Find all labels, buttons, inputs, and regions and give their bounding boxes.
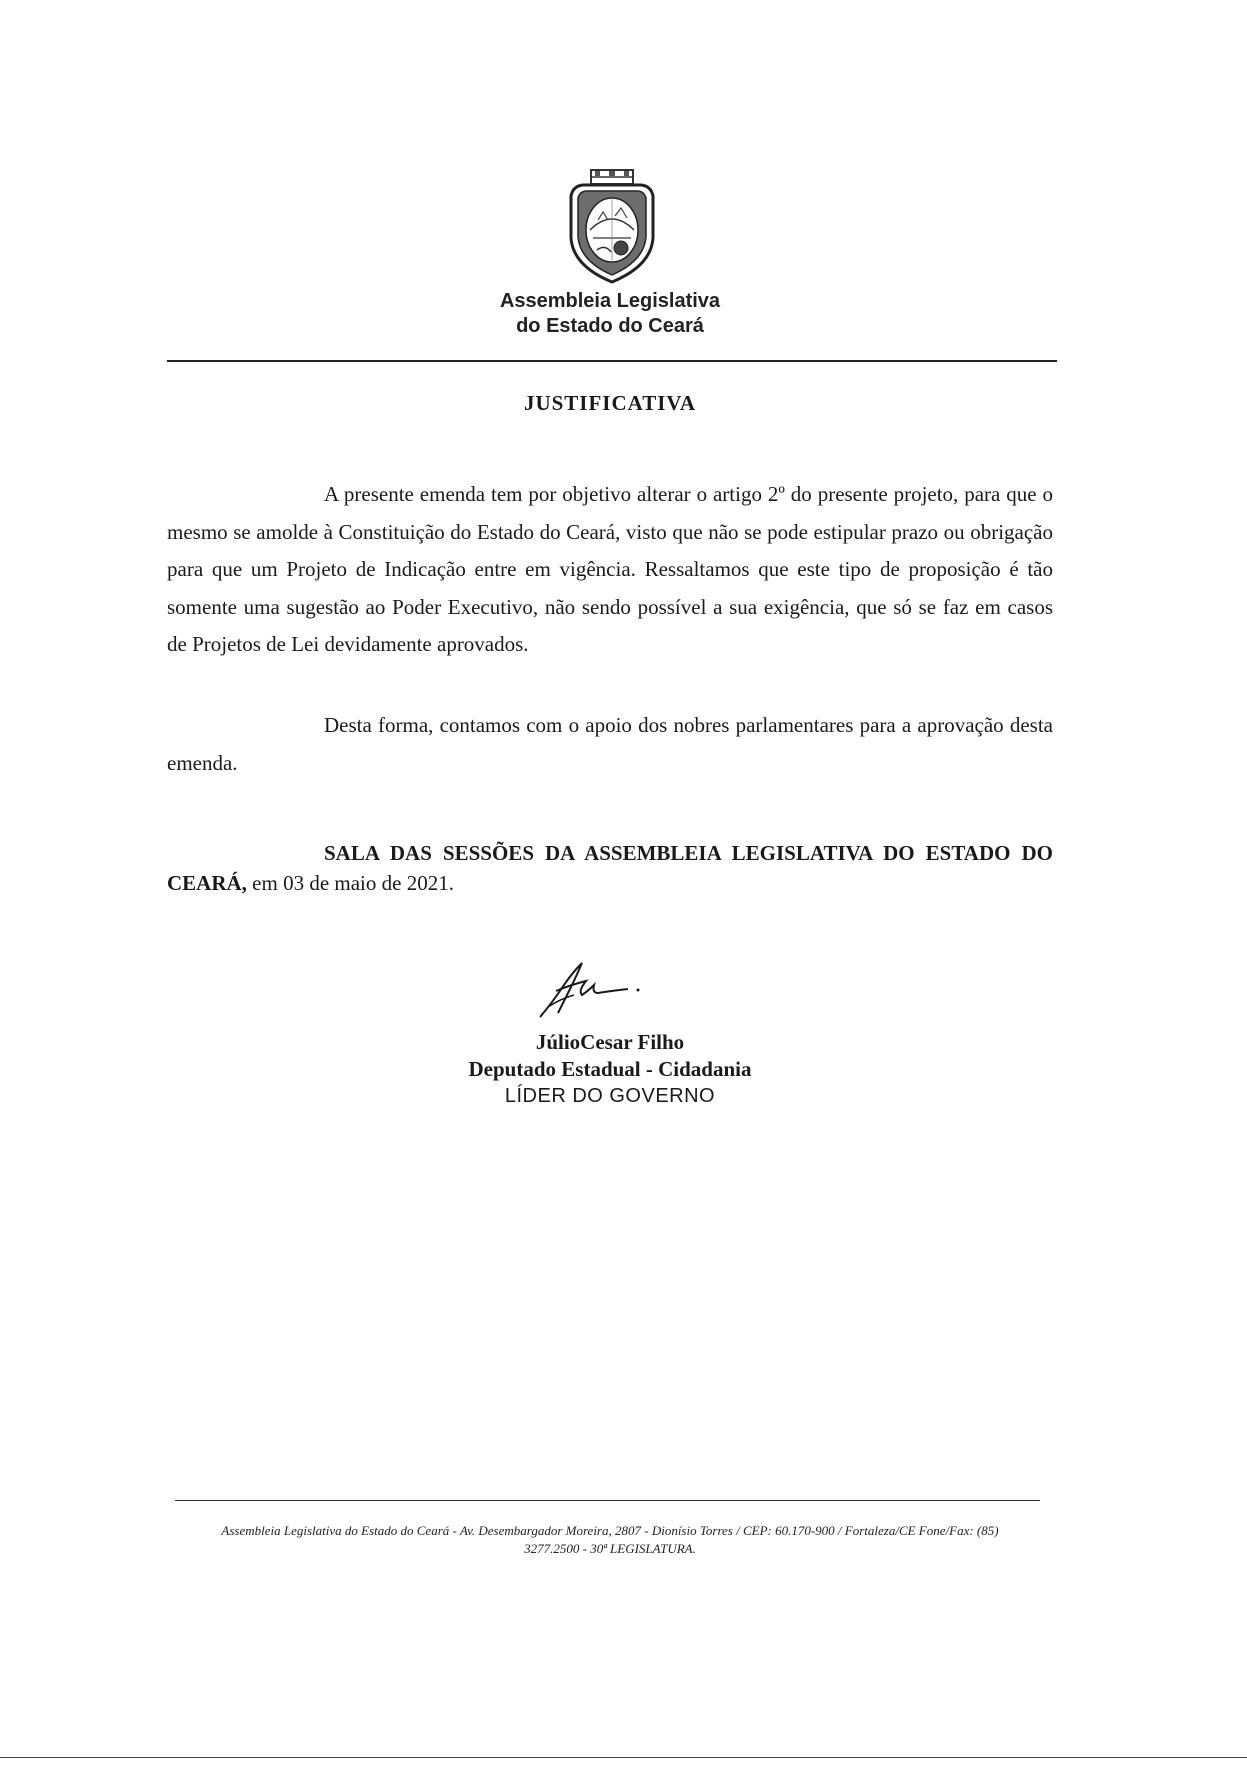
signatory-title: LÍDER DO GOVERNO xyxy=(504,1085,716,1107)
footer-divider xyxy=(175,1500,1040,1501)
session-place-date xyxy=(167,838,1053,898)
handwritten-signature xyxy=(530,955,670,1025)
session-date: em 03 de maio de 2021. xyxy=(246,871,454,895)
header-divider xyxy=(167,360,1057,362)
footer-line-2: 3277.2500 - 30ª LEGISLATURA. xyxy=(524,1541,696,1556)
justification-paragraph-1: A presente emenda tem por objetivo alterar o artigo 2º do presente projeto, para que o mesmo se amolde à Constituição do Estado do Ceará, visto que não se pode estipular prazo ou obrigação para que um Projeto de Indicação entre em vigência. Ressaltamos que este tipo de proposição é tão somente uma sugestão ao Poder Executivo, não sendo possível a sua exigência, que só se faz em casos de Projetos de Lei devidamente aprovados. xyxy=(167,482,1053,656)
justification-paragraph-2: Desta forma, contamos com o apoio dos nobres parlamentares para a aprovação desta emenda. xyxy=(167,713,1053,775)
signatory-name: JúlioCesar Filho xyxy=(535,1030,685,1054)
footer-line-1: Assembleia Legislativa do Estado do Ceará - Av. Desembargador Moreira, 2807 - Dionísio Torres / CEP: 60.170-900 / Fortaleza/CE Fone/Fax: (85) xyxy=(221,1523,999,1538)
document-title: JUSTIFICATIVA xyxy=(523,391,697,415)
session-room-label: SALA DAS SESSÕES DA ASSEMBLEIA LEGISLATIVA DO ESTADO DO CEARÁ, xyxy=(167,841,1053,895)
signatory-role: Deputado Estadual - Cidadania xyxy=(468,1057,752,1081)
page-bottom-edge xyxy=(0,1757,1247,1758)
org-name-line1: Assembleia Legislativa xyxy=(499,290,721,312)
footer-address xyxy=(165,1522,1055,1558)
state-coat-of-arms-seal xyxy=(563,168,661,286)
org-name-line2: do Estado do Ceará xyxy=(516,315,704,337)
